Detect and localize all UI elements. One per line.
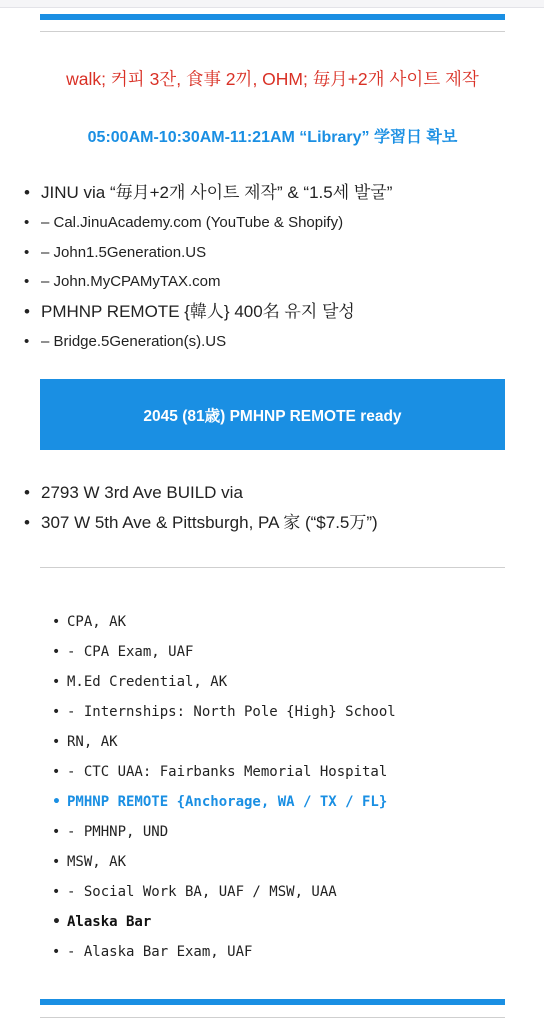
list-item: • – John.MyCPAMyTAX.com <box>24 267 524 297</box>
goal-banner-text: 2045 (81歳) PMHNP REMOTE ready <box>143 407 402 425</box>
list-item: • - CTC UAA: Fairbanks Memorial Hospital <box>52 757 522 787</box>
list-item: • – John1.5Generation.US <box>24 238 524 268</box>
list-item: • - Internships: North Pole {High} School <box>52 697 522 727</box>
list-item-bold: • Alaska Bar <box>52 907 522 937</box>
list-item-highlight: • PMHNP REMOTE {Anchorage, WA / TX / FL} <box>52 787 522 817</box>
list-item: • PMHNP REMOTE {韓人} 400名 유지 달성 <box>24 297 524 327</box>
bottom-divider <box>40 1017 505 1018</box>
projects-list <box>24 178 524 356</box>
list-item: • - PMHNP, UND <box>52 817 522 847</box>
list-item: • – Bridge.5Generation(s).US <box>24 327 524 357</box>
list-item: • CPA, AK <box>52 607 522 637</box>
list-item: • RN, AK <box>52 727 522 757</box>
middle-divider <box>40 567 505 568</box>
credentials-list <box>52 607 522 967</box>
property-list <box>24 478 524 538</box>
top-accent-bar <box>40 14 505 20</box>
list-item: • MSW, AK <box>52 847 522 877</box>
top-divider <box>40 31 505 32</box>
list-item: • - CPA Exam, UAF <box>52 637 522 667</box>
schedule-line: 05:00AM-10:30AM-11:21AM “Library” 学習日 확보 <box>87 129 458 146</box>
list-item: • – Cal.JinuAcademy.com (YouTube & Shopify) <box>24 208 524 238</box>
browser-top-edge <box>0 0 544 8</box>
list-item: • 307 W 5th Ave & Pittsburgh, PA 家 (“$7.5万”) <box>24 508 524 538</box>
bottom-accent-bar <box>40 999 505 1005</box>
list-item: • JINU via “毎月+2개 사이트 제작” & “1.5세 발굴” <box>24 178 524 208</box>
list-item: • M.Ed Credential, AK <box>52 667 522 697</box>
list-item: • 2793 W 3rd Ave BUILD via <box>24 478 524 508</box>
list-item: • - Alaska Bar Exam, UAF <box>52 937 522 967</box>
list-item: • - Social Work BA, UAF / MSW, UAA <box>52 877 522 907</box>
daily-routine-line: walk; 커피 3잔, 食事 2끼, OHM; 毎月+2개 사이트 제작 <box>66 69 479 89</box>
goal-banner <box>40 379 505 450</box>
